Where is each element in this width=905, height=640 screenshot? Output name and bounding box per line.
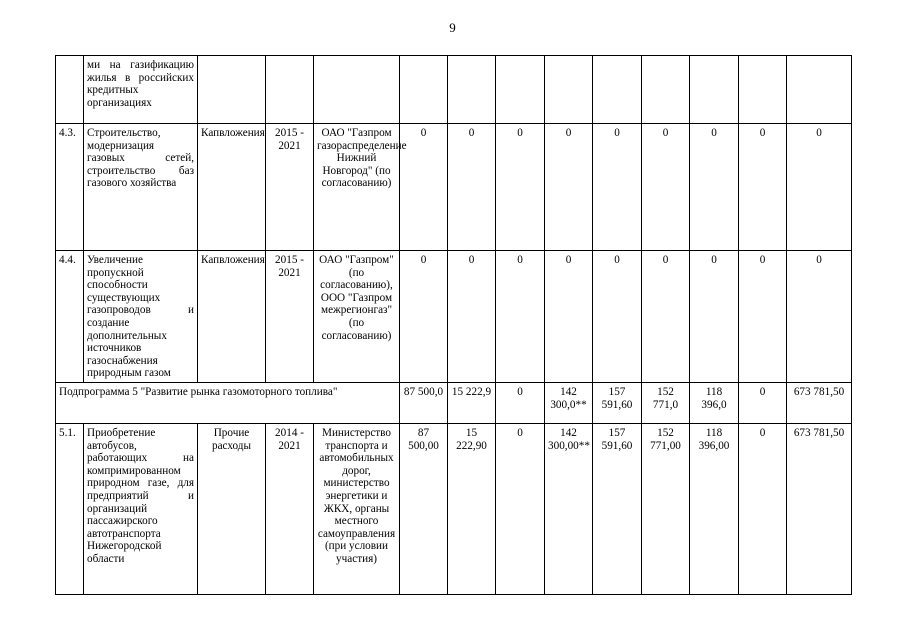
value-cell: 0 — [545, 124, 593, 251]
table-row — [56, 423, 852, 594]
value-cell: 0 — [739, 251, 787, 383]
value-cell: 157 591,60 — [593, 423, 642, 594]
funding-source: Капвложения — [198, 251, 266, 383]
value-cell: 142 300,00** — [545, 423, 593, 594]
page-number: 9 — [449, 20, 456, 35]
value-cell: 118 396,0 — [690, 382, 739, 423]
measure-name: ми на газификацию жилья в российских кредитных организациях — [84, 56, 198, 124]
funding-source — [198, 56, 266, 124]
table-row — [56, 56, 852, 124]
measure-name: Строительство, модернизация газовых сетей, строительство баз газового хозяйства — [84, 124, 198, 251]
value-cell: 0 — [739, 423, 787, 594]
period: 2014 - 2021 — [266, 423, 314, 594]
value-cell — [787, 56, 852, 124]
subprogram-title: Подпрограмма 5 "Развитие рынка газомоторного топлива" — [56, 382, 400, 423]
value-cell: 157 591,60 — [593, 382, 642, 423]
value-cell: 0 — [496, 382, 545, 423]
measure-name: Увеличение пропускной способности существующих газопроводов и создание дополнительных источников газоснабжения природным газом — [84, 251, 198, 383]
subprogram-row — [56, 382, 852, 423]
period — [266, 56, 314, 124]
value-cell: 673 781,50 — [787, 423, 852, 594]
row-number — [56, 56, 84, 124]
value-cell: 0 — [642, 251, 690, 383]
period: 2015 - 2021 — [266, 251, 314, 383]
value-cell — [642, 56, 690, 124]
row-number: 4.4. — [56, 251, 84, 383]
value-cell: 152 771,0 — [642, 382, 690, 423]
executor — [314, 56, 400, 124]
executor: ОАО "Газпром газораспределение Нижний Новгород" (по согласованию) — [314, 124, 400, 251]
row-number: 5.1. — [56, 423, 84, 594]
period: 2015 - 2021 — [266, 124, 314, 251]
value-cell: 0 — [593, 251, 642, 383]
value-cell: 0 — [739, 124, 787, 251]
value-cell: 673 781,50 — [787, 382, 852, 423]
value-cell — [448, 56, 496, 124]
funding-source: Прочие расходы — [198, 423, 266, 594]
value-cell: 0 — [739, 382, 787, 423]
value-cell: 0 — [448, 251, 496, 383]
program-table — [55, 55, 852, 595]
value-cell — [400, 56, 448, 124]
value-cell: 0 — [642, 124, 690, 251]
value-cell: 0 — [690, 124, 739, 251]
value-cell: 0 — [400, 251, 448, 383]
value-cell: 0 — [496, 124, 545, 251]
value-cell — [496, 56, 545, 124]
value-cell: 0 — [545, 251, 593, 383]
value-cell: 0 — [787, 124, 852, 251]
value-cell — [739, 56, 787, 124]
value-cell: 0 — [787, 251, 852, 383]
value-cell: 152 771,00 — [642, 423, 690, 594]
value-cell: 0 — [400, 124, 448, 251]
value-cell: 0 — [496, 251, 545, 383]
value-cell: 87 500,00 — [400, 423, 448, 594]
row-number: 4.3. — [56, 124, 84, 251]
value-cell — [545, 56, 593, 124]
value-cell: 15 222,9 — [448, 382, 496, 423]
value-cell: 0 — [448, 124, 496, 251]
value-cell: 87 500,0 — [400, 382, 448, 423]
value-cell: 15 222,90 — [448, 423, 496, 594]
value-cell: 118 396,00 — [690, 423, 739, 594]
value-cell: 0 — [496, 423, 545, 594]
value-cell — [593, 56, 642, 124]
value-cell: 142 300,0** — [545, 382, 593, 423]
value-cell: 0 — [593, 124, 642, 251]
table-row — [56, 124, 852, 251]
funding-source: Капвложения — [198, 124, 266, 251]
executor: ОАО "Газпром" (по согласованию), ООО "Газпром межрегионгаз" (по согласованию) — [314, 251, 400, 383]
value-cell: 0 — [690, 251, 739, 383]
measure-name: Приобретение автобусов, работающих на компримированном природном газе, для предприятий и организаций пассажирского автотранспорта Нижегородской области — [84, 423, 198, 594]
value-cell — [690, 56, 739, 124]
table-row — [56, 251, 852, 383]
executor: Министерство транспорта и автомобильных дорог, министерство энергетики и ЖКХ, органы местного самоуправления (при условии участия) — [314, 423, 400, 594]
